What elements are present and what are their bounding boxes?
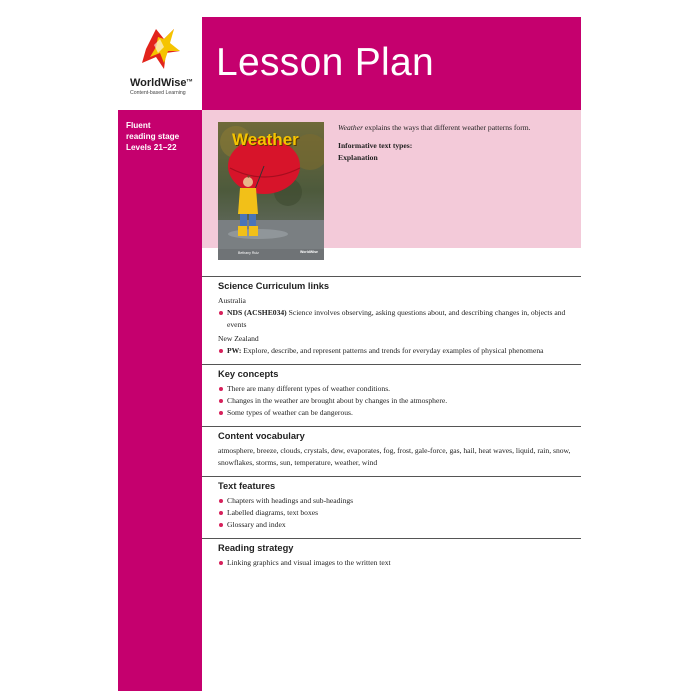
text-features-section (202, 476, 581, 538)
section-heading: Text features (218, 481, 276, 491)
list-item: Changes in the weather are brought about by changes in the atmosphere. (218, 395, 581, 407)
region-new-zealand: New Zealand (218, 334, 259, 343)
region-australia: Australia (218, 296, 246, 305)
section-heading: Science Curriculum links (218, 281, 330, 291)
key-concepts-section (202, 364, 581, 426)
list-item: Some types of weather can be dangerous. (218, 407, 581, 419)
list-item: Linking graphics and visual images to the written text (218, 557, 581, 569)
stage-line-2: reading stage (126, 132, 180, 141)
list-item: Glossary and index (218, 519, 581, 531)
content-vocabulary-section (202, 426, 581, 476)
page-title: Lesson Plan (216, 41, 434, 84)
book-intro-panel (202, 110, 581, 255)
list-item: Chapters with headings and sub-headings (218, 495, 581, 507)
section-heading: Reading strategy (218, 543, 294, 553)
cover-title: Weather (232, 130, 299, 149)
vocabulary-list: atmosphere, breeze, clouds, crystals, dew, evaporates, fog, frost, gale-force, gas, hail, heat waves, liquid, rain, snow, snowflakes, storms, sun, temperature, weather, wind (218, 446, 571, 467)
reading-stage-label (126, 120, 179, 153)
text-types-label: Informative text types: (338, 141, 413, 150)
curriculum-item: PW: Explore, describe, and represent patterns and trends for everyday examples of physical phenomena (218, 345, 581, 357)
lesson-plan-page (118, 17, 581, 691)
star-logo-icon (134, 23, 186, 75)
sidebar (118, 110, 202, 691)
title-banner (202, 17, 581, 110)
book-cover-image (218, 122, 324, 260)
logo-tagline: Content-based Learning (130, 90, 186, 96)
section-heading: Content vocabulary (218, 431, 305, 441)
curriculum-item: NDS (ACSHE034) Science involves observing, asking questions about, and describing changes in, objects and events (218, 307, 581, 331)
stage-line-1: Fluent (126, 121, 151, 130)
worldwise-logo (118, 17, 202, 110)
logo-wordmark: WorldWise™ (130, 77, 193, 89)
curriculum-links-section (202, 276, 581, 364)
section-heading: Key concepts (218, 369, 279, 379)
reading-strategy-section (202, 538, 581, 576)
cover-publisher: WorldWise (300, 250, 318, 254)
book-description (338, 122, 568, 164)
list-item: Labelled diagrams, text boxes (218, 507, 581, 519)
lesson-sections (202, 276, 581, 576)
stage-levels: Levels 21–22 (126, 143, 177, 152)
cover-author: Bethany Ruiz (238, 251, 259, 255)
book-summary: Weather explains the ways that different weather patterns form. (338, 123, 531, 132)
text-types-value: Explanation (338, 153, 378, 162)
list-item: There are many different types of weather conditions. (218, 383, 581, 395)
